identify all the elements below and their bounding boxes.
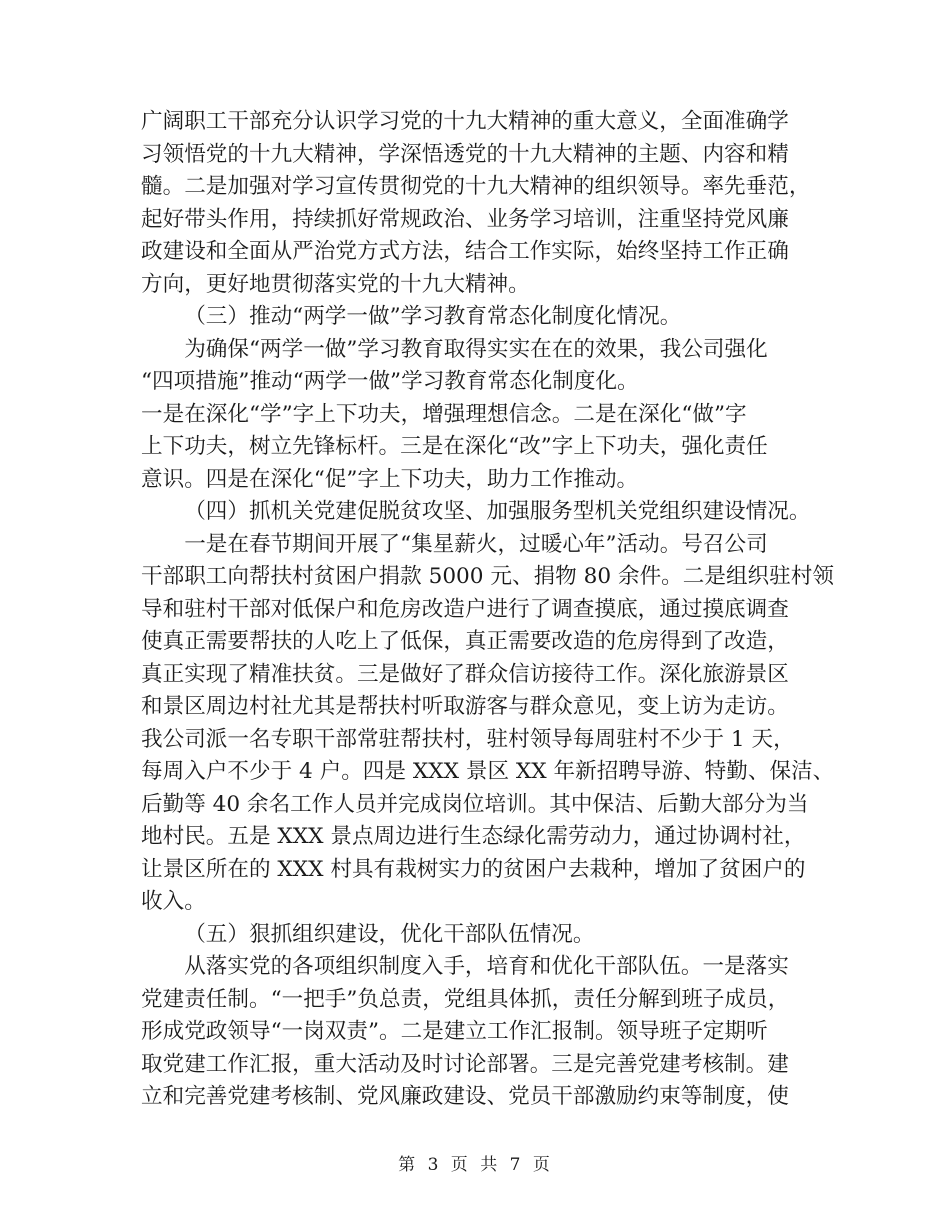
text-line: 使真正需要帮扶的人吃上了低保，真正需要改造的危房得到了改造， [141,629,789,654]
text-line: 上下功夫，树立先锋标杆。三是在深化“改”字上下功夫，强化责任 [141,434,768,459]
text-line: 从落实党的各项组织制度入手，培育和优化干部队伍。一是落实 [184,954,789,979]
text-line: 地村民。五是 XXX 景点周边进行生态绿化需劳动力，通过协调村社， [141,824,806,849]
text-line: 形成党政领导“一岗双责”。二是建立工作汇报制。领导班子定期听 [141,1019,768,1044]
text-line: 政建设和全面从严治党方式方法，结合工作实际，始终坚持工作正确 [141,239,789,264]
text-line: 我公司派一名专职干部常驻帮扶村，驻村领导每周驻村不少于 1 天， [141,726,795,752]
text-line: 党建责任制。“一把手”负总责，党组具体抓，责任分解到班子成员， [141,986,790,1012]
text-line: 一是在春节期间开展了“集星薪火，过暖心年”活动。号召公司 [184,531,768,557]
text-line: 收入。 [141,889,206,914]
heading-line: （四）抓机关党建促脱贫攻坚、加强服务型机关党组织建设情况。 [184,499,811,524]
paragraph [141,334,821,399]
paragraph [141,529,835,919]
text-line: 髓。二是加强对学习宣传贯彻党的十九大精神的组织领导。率先垂范， [141,174,811,199]
heading-line: （五）狠抓组织建设，优化干部队伍情况。 [184,921,595,947]
document-body [141,106,835,1114]
section-heading [141,496,821,529]
heading-line: （三）推动“两学一做”学习教育常态化制度化情况。 [184,304,682,329]
text-line: 起好带头作用，持续抓好常规政治、业务学习培训，注重坚持党风廉 [141,206,789,232]
text-line: 每周入户不少于 4 户。四是 XXX 景区 XX 年新招聘导游、特勤、保洁、 [141,759,835,784]
text-line: 取党建工作汇报，重大活动及时讨论部署。三是完善党建考核制。建 [141,1051,789,1077]
text-line: 广阔职工干部充分认识学习党的十九大精神的重大意义，全面准确学 [141,109,789,134]
text-line: 意识。四是在深化“促”字上下功夫，助力工作推动。 [141,466,639,492]
paragraph [141,399,821,497]
text-line: 让景区所在的 XXX 村具有栽树实力的贫困户去栽种，增加了贫困户的 [141,856,806,882]
section-heading [141,919,821,952]
section-heading [141,301,821,334]
text-line: 后勤等 40 余名工作人员并完成岗位培训。其中保洁、后勤大部分为当 [141,791,809,817]
text-line: 导和驻村干部对低保户和危房改造户进行了调查摸底，通过摸底调查 [141,596,789,622]
paragraph [141,951,821,1114]
text-line: 为确保“两学一做”学习教育取得实实在在的效果，我公司强化 [184,336,768,362]
page-number-footer: 第 3 页 共 7 页 [398,1155,550,1175]
text-line: 习领悟党的十九大精神，学深悟透党的十九大精神的主题、内容和精 [141,141,789,167]
text-line: 和景区周边村社尤其是帮扶村听取游客与群众意见，变上访为走访。 [141,694,789,719]
text-line: 真正实现了精准扶贫。三是做好了群众信访接待工作。深化旅游景区 [141,661,789,687]
text-line: 方向，更好地贯彻落实党的十九大精神。 [141,271,530,297]
paragraph [141,106,821,301]
text-line: 立和完善党建考核制、党风廉政建设、党员干部激励约束等制度，使 [141,1084,789,1109]
text-line: “四项措施”推动“两学一做”学习教育常态化制度化。 [141,369,639,394]
text-line: 干部职工向帮扶村贫困户捐款 5000 元、捐物 80 余件。二是组织驻村领 [141,564,834,589]
text-line: 一是在深化“学”字上下功夫，增强理想信念。二是在深化“做”字 [141,401,747,427]
